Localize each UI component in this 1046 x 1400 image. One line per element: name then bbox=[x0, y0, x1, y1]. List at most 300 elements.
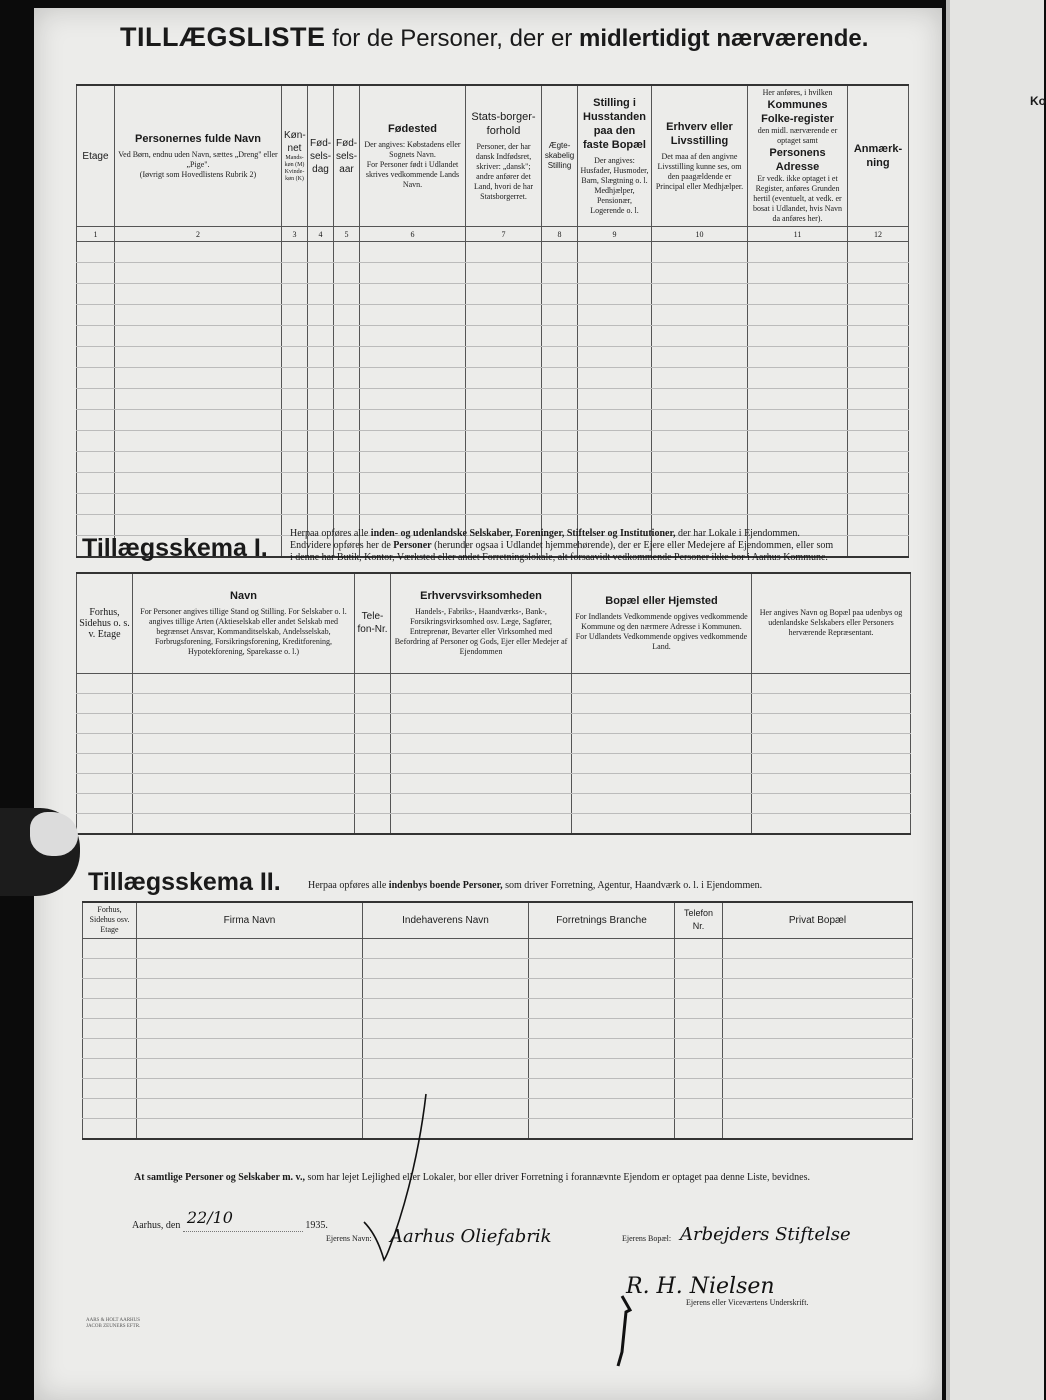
title-middle: for de Personer, der er bbox=[332, 25, 573, 52]
table-cell bbox=[355, 713, 391, 733]
table-cell bbox=[355, 733, 391, 753]
table-row bbox=[83, 1118, 913, 1139]
signature-label: Ejerens eller Viceværtens Underskrift. bbox=[686, 1298, 809, 1307]
schedule-2-title: Tillægsskema II. bbox=[88, 868, 281, 896]
s2-col-owner: Indehaverens Navn bbox=[363, 902, 529, 938]
cert-bold: At samtlige Personer og Selskaber m. v., bbox=[134, 1172, 306, 1183]
table-cell bbox=[748, 263, 848, 284]
col-birthday: Fød-sels-dag bbox=[308, 85, 334, 227]
table-cell bbox=[282, 263, 308, 284]
table-cell bbox=[652, 347, 748, 368]
col-num: 6 bbox=[360, 227, 466, 242]
table-cell bbox=[137, 1018, 363, 1038]
schedule-1-header bbox=[77, 573, 911, 673]
desc-text: (herunder ogsaa i Udlandet hjemmehørende), der er Ejere eller Medejere af Ejendommen, eller som bbox=[431, 540, 834, 551]
table-cell bbox=[466, 389, 542, 410]
table-cell bbox=[529, 938, 675, 958]
s2-col-floor: Forhus, Sidehus osv. Etage bbox=[83, 902, 137, 938]
table-cell bbox=[542, 389, 578, 410]
table-cell bbox=[848, 473, 909, 494]
title-bold: midlertidigt nærværende. bbox=[578, 25, 869, 52]
table-cell bbox=[115, 515, 282, 536]
table-cell bbox=[542, 284, 578, 305]
table-cell bbox=[77, 452, 115, 473]
col-marital: Ægte-skabelig Stilling bbox=[542, 85, 578, 227]
schedule-2-body bbox=[83, 938, 913, 1139]
table-row bbox=[83, 978, 913, 998]
table-row bbox=[77, 452, 909, 473]
table-cell bbox=[334, 431, 360, 452]
schedule-2-description bbox=[308, 880, 908, 892]
table-cell bbox=[652, 473, 748, 494]
table-cell bbox=[360, 263, 466, 284]
table-cell bbox=[529, 1058, 675, 1078]
table-cell bbox=[652, 431, 748, 452]
s1-col-business: Erhvervsvirksomheden Handels-, Fabriks-, Haandværks-, Bank-, Forsikringsvirksomhed osv. Læge, Sagfører, Entreprenør, Bevarter eller Virksomhed med Befordring af Personer og Gods, Ejer eller Medejer af Ejendommen bbox=[391, 573, 572, 673]
table-cell bbox=[748, 452, 848, 473]
table-cell bbox=[308, 326, 334, 347]
table-cell bbox=[77, 242, 115, 263]
table-cell bbox=[675, 1118, 723, 1139]
table-cell bbox=[578, 263, 652, 284]
table-cell bbox=[115, 305, 282, 326]
table-cell bbox=[133, 733, 355, 753]
table-cell bbox=[572, 753, 752, 773]
table-cell bbox=[675, 978, 723, 998]
table-cell bbox=[77, 813, 133, 834]
table-cell bbox=[137, 1058, 363, 1078]
table-cell bbox=[137, 958, 363, 978]
table-cell bbox=[391, 773, 572, 793]
table-cell bbox=[542, 473, 578, 494]
table-cell bbox=[115, 494, 282, 515]
form-page bbox=[34, 8, 942, 1400]
col-num: 11 bbox=[748, 227, 848, 242]
col-citizenship: Stats-borger-forhold Personer, der har dansk Indfødsret, skriver: „dansk"; andre anfører det Land, hvori de har Statsborgerret. bbox=[466, 85, 542, 227]
table-cell bbox=[133, 793, 355, 813]
table-row bbox=[77, 242, 909, 263]
table-cell bbox=[848, 410, 909, 431]
table-cell bbox=[115, 263, 282, 284]
table-row bbox=[83, 1038, 913, 1058]
table-row bbox=[83, 1098, 913, 1118]
table-row bbox=[77, 733, 911, 753]
table-row bbox=[77, 813, 911, 834]
desc-bold: Personer bbox=[393, 540, 432, 551]
place-label: Aarhus, den bbox=[132, 1220, 181, 1231]
col-occupation: Erhverv eller Livsstilling Det maa af den angivne Livsstilling kunne ses, om den paagældende er Principal eller Medhjælper. bbox=[652, 85, 748, 227]
title-main: TILLÆGSLISTE bbox=[120, 22, 326, 52]
s2-col-branch: Forretnings Branche bbox=[529, 902, 675, 938]
table-cell bbox=[77, 305, 115, 326]
table-row bbox=[83, 958, 913, 978]
table-cell bbox=[115, 410, 282, 431]
col-num: 1 bbox=[77, 227, 115, 242]
table-cell bbox=[334, 494, 360, 515]
table-cell bbox=[355, 793, 391, 813]
table-cell bbox=[334, 326, 360, 347]
table-cell bbox=[355, 693, 391, 713]
cert-rest: som har lejet Lejlighed eller Lokaler, bor eller driver Forretning i forannævnte Ejendom er optaget paa denne Liste, bevidnes. bbox=[305, 1172, 810, 1183]
date-field bbox=[183, 1208, 303, 1232]
table-cell bbox=[77, 326, 115, 347]
col-gender: Køn-net Mands-køn (M) Kvinde-køn (K) bbox=[282, 85, 308, 227]
col-num: 8 bbox=[542, 227, 578, 242]
table-cell bbox=[529, 1018, 675, 1038]
table-cell bbox=[723, 978, 913, 998]
table-cell bbox=[77, 515, 115, 536]
desc-text: Herpaa opføres alle bbox=[308, 880, 389, 891]
table-cell bbox=[133, 693, 355, 713]
col-num: 9 bbox=[578, 227, 652, 242]
page-title bbox=[120, 22, 868, 53]
table-cell bbox=[77, 368, 115, 389]
table-cell bbox=[652, 242, 748, 263]
table-cell bbox=[137, 998, 363, 1018]
desc-text: Herpaa opføres alle bbox=[290, 528, 371, 539]
table-cell bbox=[133, 713, 355, 733]
table-cell bbox=[308, 242, 334, 263]
table-cell bbox=[848, 284, 909, 305]
table-cell bbox=[115, 389, 282, 410]
table-cell bbox=[752, 813, 911, 834]
table-cell bbox=[466, 347, 542, 368]
table-cell bbox=[282, 431, 308, 452]
table-cell bbox=[308, 494, 334, 515]
schedule-1-title: Tillægsskema I. bbox=[82, 534, 268, 562]
table-row bbox=[77, 305, 909, 326]
table-cell bbox=[360, 347, 466, 368]
desc-text: der har Lokale i Ejendommen. bbox=[675, 528, 800, 539]
table-cell bbox=[308, 347, 334, 368]
col-num: 3 bbox=[282, 227, 308, 242]
table-cell bbox=[542, 347, 578, 368]
table-cell bbox=[572, 733, 752, 753]
table-cell bbox=[334, 452, 360, 473]
table-cell bbox=[529, 1118, 675, 1139]
s1-col-representative: Her angives Navn og Bopæl paa udenbys og udenlandske Selskabers eller Personers herværende Repræsentant. bbox=[752, 573, 911, 673]
table-cell bbox=[308, 368, 334, 389]
table-row bbox=[83, 1058, 913, 1078]
table-cell bbox=[578, 431, 652, 452]
table-cell bbox=[363, 1018, 529, 1038]
table-cell bbox=[466, 242, 542, 263]
table-cell bbox=[391, 693, 572, 713]
table-cell bbox=[723, 958, 913, 978]
page-edge bbox=[946, 0, 950, 1400]
list-body bbox=[77, 242, 909, 558]
table-cell bbox=[83, 1058, 137, 1078]
col-birthyear: Fød-sels-aar bbox=[334, 85, 360, 227]
table-cell bbox=[675, 1058, 723, 1078]
desc-text: Endvidere opføres her de bbox=[290, 540, 394, 551]
schedule-1-description bbox=[290, 528, 920, 564]
table-cell bbox=[334, 368, 360, 389]
table-row bbox=[77, 773, 911, 793]
table-cell bbox=[360, 494, 466, 515]
table-cell bbox=[578, 284, 652, 305]
table-cell bbox=[360, 326, 466, 347]
table-cell bbox=[675, 1038, 723, 1058]
table-cell bbox=[308, 263, 334, 284]
table-cell bbox=[334, 242, 360, 263]
schedule-1-body bbox=[77, 673, 911, 834]
table-cell bbox=[752, 673, 911, 693]
owner-address-label: Ejerens Bopæl: bbox=[622, 1234, 672, 1243]
table-cell bbox=[334, 305, 360, 326]
table-cell bbox=[77, 389, 115, 410]
table-cell bbox=[334, 347, 360, 368]
column-numbers-row bbox=[77, 227, 909, 242]
pen-stroke-mark bbox=[354, 1086, 474, 1266]
table-row bbox=[77, 693, 911, 713]
table-cell bbox=[360, 389, 466, 410]
table-cell bbox=[355, 773, 391, 793]
table-cell bbox=[133, 673, 355, 693]
table-cell bbox=[363, 938, 529, 958]
table-cell bbox=[360, 305, 466, 326]
table-cell bbox=[282, 368, 308, 389]
table-cell bbox=[652, 452, 748, 473]
table-cell bbox=[529, 978, 675, 998]
table-row bbox=[83, 1018, 913, 1038]
table-cell bbox=[542, 452, 578, 473]
desc-bold: inden- og udenlandske Selskaber, Foreninger, Stiftelser og Institutioner, bbox=[370, 528, 676, 539]
table-cell bbox=[578, 452, 652, 473]
table-cell bbox=[848, 263, 909, 284]
table-cell bbox=[282, 452, 308, 473]
table-cell bbox=[77, 793, 133, 813]
s1-col-phone: Tele-fon-Nr. bbox=[355, 573, 391, 673]
table-cell bbox=[137, 1038, 363, 1058]
table-cell bbox=[529, 958, 675, 978]
table-cell bbox=[652, 305, 748, 326]
schedule-2-header bbox=[83, 902, 913, 938]
col-household: Stilling i Husstanden paa den faste Bopæl Der angives: Husfader, Husmoder, Barn, Slægtning o. l. Medhjælper, Pensionær, Logerende o. l. bbox=[578, 85, 652, 227]
schedule-2-table bbox=[82, 901, 913, 1140]
table-cell bbox=[360, 410, 466, 431]
s1-col-residence: Bopæl eller Hjemsted For Indlandets Vedkommende opgives vedkommende Kommune og den nærmere Adresse i Kommunen. For Udlandets Vedkommende opgives vedkommende Land. bbox=[572, 573, 752, 673]
table-cell bbox=[529, 1038, 675, 1058]
ink-mark bbox=[602, 1292, 642, 1372]
table-cell bbox=[77, 753, 133, 773]
table-cell bbox=[83, 958, 137, 978]
table-cell bbox=[391, 733, 572, 753]
date-line bbox=[132, 1208, 328, 1232]
table-cell bbox=[115, 347, 282, 368]
handwritten-owner-address: Arbejders Stiftelse bbox=[680, 1224, 851, 1245]
table-cell bbox=[578, 305, 652, 326]
table-cell bbox=[83, 938, 137, 958]
col-registry: Her anføres, i hvilken Kommunes Folke-register den midl. nærværende er optaget samt Personens Adresse Er vedk. ikke optaget i et Register, anføres Grunden hertil (eventuelt, at vedk. er bosat i Udlandet, hvis Navn da anføres her). bbox=[748, 85, 848, 227]
owner-name-label: Ejerens Navn: bbox=[326, 1234, 372, 1243]
table-cell bbox=[542, 368, 578, 389]
table-cell bbox=[723, 1098, 913, 1118]
table-cell bbox=[848, 347, 909, 368]
table-cell bbox=[282, 473, 308, 494]
table-row bbox=[83, 998, 913, 1018]
table-cell bbox=[137, 938, 363, 958]
table-cell bbox=[391, 813, 572, 834]
table-cell bbox=[308, 473, 334, 494]
table-cell bbox=[77, 733, 133, 753]
table-cell bbox=[334, 284, 360, 305]
handwritten-owner-name: Aarhus Oliefabrik bbox=[390, 1226, 552, 1247]
table-cell bbox=[848, 431, 909, 452]
table-cell bbox=[652, 410, 748, 431]
table-cell bbox=[675, 1078, 723, 1098]
supplement-list-table bbox=[76, 84, 909, 558]
table-cell bbox=[542, 242, 578, 263]
table-row bbox=[83, 1078, 913, 1098]
table-cell bbox=[675, 958, 723, 978]
table-cell bbox=[282, 284, 308, 305]
table-cell bbox=[282, 389, 308, 410]
table-cell bbox=[115, 242, 282, 263]
col-name: Personernes fulde Navn Ved Børn, endnu uden Navn, sættes „Dreng" eller „Pige". (Iøvrigt som Hovedlistens Rubrik 2) bbox=[115, 85, 282, 227]
table-cell bbox=[363, 1058, 529, 1078]
table-cell bbox=[542, 431, 578, 452]
table-cell bbox=[334, 263, 360, 284]
table-cell bbox=[752, 753, 911, 773]
table-cell bbox=[848, 389, 909, 410]
table-cell bbox=[578, 347, 652, 368]
table-cell bbox=[77, 263, 115, 284]
table-cell bbox=[137, 1118, 363, 1139]
table-cell bbox=[363, 998, 529, 1018]
desc-text: i denne har Butik, Kontor, Værksted eller andet Forretningslokale, alt forsaavidt vedkommende Personer ikke bor i Aarhus Kommune. bbox=[290, 552, 828, 563]
table-row bbox=[77, 368, 909, 389]
table-cell bbox=[466, 410, 542, 431]
table-cell bbox=[360, 368, 466, 389]
s2-col-address: Privat Bopæl bbox=[723, 902, 913, 938]
table-cell bbox=[391, 753, 572, 773]
table-cell bbox=[282, 242, 308, 263]
col-etage: Etage bbox=[77, 85, 115, 227]
table-cell bbox=[752, 793, 911, 813]
table-cell bbox=[466, 494, 542, 515]
table-cell bbox=[675, 998, 723, 1018]
col-remarks: Anmærk-ning bbox=[848, 85, 909, 227]
table-cell bbox=[77, 773, 133, 793]
table-cell bbox=[360, 473, 466, 494]
table-cell bbox=[391, 713, 572, 733]
table-cell bbox=[77, 284, 115, 305]
handwritten-date: 22/10 bbox=[186, 1208, 233, 1227]
table-cell bbox=[748, 473, 848, 494]
table-cell bbox=[355, 813, 391, 834]
table-row bbox=[77, 389, 909, 410]
desc-bold: indenbys boende Personer, bbox=[388, 880, 503, 891]
table-cell bbox=[572, 773, 752, 793]
table-cell bbox=[133, 753, 355, 773]
table-cell bbox=[572, 813, 752, 834]
table-cell bbox=[83, 978, 137, 998]
table-cell bbox=[848, 368, 909, 389]
table-cell bbox=[363, 1038, 529, 1058]
table-row bbox=[77, 284, 909, 305]
table-cell bbox=[752, 773, 911, 793]
adjacent-page bbox=[946, 0, 1044, 1400]
col-num: 10 bbox=[652, 227, 748, 242]
table-cell bbox=[360, 452, 466, 473]
s1-col-name: Navn For Personer angives tillige Stand og Stilling. For Selskaber o. l. angives tillige Arten (Aktieselskab eller andet Selskab med begrænset Ansvar, Kommanditselskab, Andelsselskab, Forbrugsforening, Forsikringsforening, Kreditforening, Hypotekforening, Sparekasse o. l.) bbox=[133, 573, 355, 673]
table-cell bbox=[466, 326, 542, 347]
table-cell bbox=[77, 673, 133, 693]
col-birthplace: Fødested Der angives: Købstadens eller Sognets Navn. For Personer født i Udlandet skrives vedkommende Lands Navn. bbox=[360, 85, 466, 227]
table-cell bbox=[578, 494, 652, 515]
table-cell bbox=[466, 452, 542, 473]
table-cell bbox=[115, 431, 282, 452]
table-cell bbox=[360, 242, 466, 263]
handwritten-signature: R. H. Nielsen bbox=[626, 1274, 775, 1299]
table-cell bbox=[723, 1078, 913, 1098]
col-num: 12 bbox=[848, 227, 909, 242]
table-cell bbox=[578, 368, 652, 389]
table-cell bbox=[466, 431, 542, 452]
table-cell bbox=[77, 347, 115, 368]
table-cell bbox=[578, 242, 652, 263]
table-cell bbox=[391, 673, 572, 693]
table-row bbox=[77, 473, 909, 494]
table-cell bbox=[115, 473, 282, 494]
header-row bbox=[77, 85, 909, 227]
table-cell bbox=[282, 410, 308, 431]
table-cell bbox=[652, 368, 748, 389]
table-cell bbox=[308, 284, 334, 305]
table-cell bbox=[578, 389, 652, 410]
table-cell bbox=[137, 1098, 363, 1118]
col-num: 7 bbox=[466, 227, 542, 242]
table-cell bbox=[308, 410, 334, 431]
table-cell bbox=[77, 431, 115, 452]
table-cell bbox=[334, 473, 360, 494]
table-cell bbox=[137, 1078, 363, 1098]
table-cell bbox=[529, 1078, 675, 1098]
table-row bbox=[77, 410, 909, 431]
table-cell bbox=[675, 938, 723, 958]
table-row bbox=[77, 753, 911, 773]
s2-col-phone: Telefon Nr. bbox=[675, 902, 723, 938]
table-cell bbox=[748, 326, 848, 347]
table-row bbox=[77, 673, 911, 693]
table-cell bbox=[308, 452, 334, 473]
table-cell bbox=[542, 326, 578, 347]
table-cell bbox=[748, 284, 848, 305]
table-cell bbox=[652, 494, 748, 515]
table-cell bbox=[466, 263, 542, 284]
table-cell bbox=[282, 494, 308, 515]
table-cell bbox=[652, 389, 748, 410]
table-cell bbox=[83, 1018, 137, 1038]
table-cell bbox=[748, 242, 848, 263]
table-cell bbox=[83, 998, 137, 1018]
table-cell bbox=[529, 998, 675, 1018]
table-cell bbox=[748, 431, 848, 452]
table-cell bbox=[652, 263, 748, 284]
table-row bbox=[83, 938, 913, 958]
table-row bbox=[77, 793, 911, 813]
table-row bbox=[77, 431, 909, 452]
table-cell bbox=[723, 938, 913, 958]
table-cell bbox=[360, 284, 466, 305]
table-cell bbox=[77, 693, 133, 713]
table-cell bbox=[466, 368, 542, 389]
table-cell bbox=[115, 326, 282, 347]
table-cell bbox=[115, 284, 282, 305]
table-cell bbox=[723, 1058, 913, 1078]
year-label: 1935. bbox=[305, 1220, 328, 1231]
